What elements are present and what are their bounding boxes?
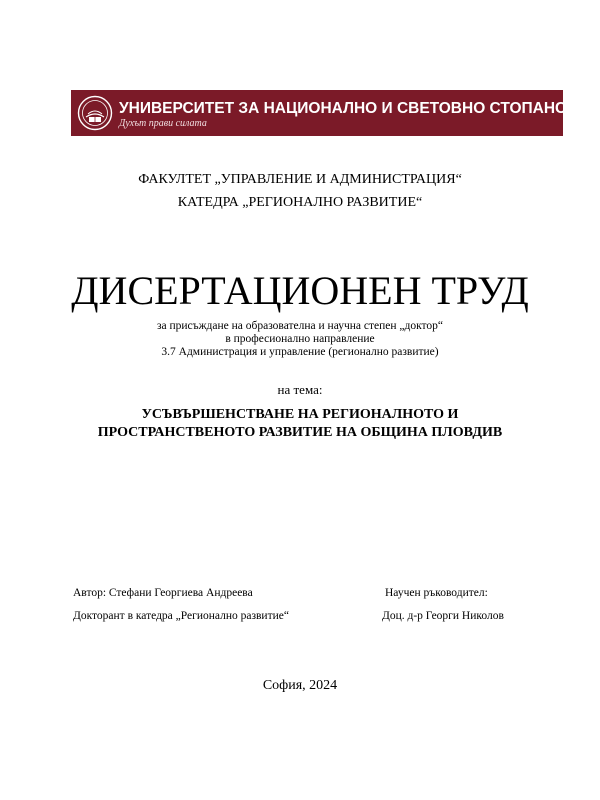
degree-line: 3.7 Администрация и управление (регионално развитие): [161, 346, 439, 358]
faculty-line: ФАКУЛТЕТ „УПРАВЛЕНИЕ И АДМИНИСТРАЦИЯ“: [138, 172, 462, 187]
unwe-seal-icon: [77, 95, 113, 131]
topic-line: УСЪВЪРШЕНСТВАНЕ НА РЕГИОНАЛНОТО И: [141, 407, 459, 422]
department-line: КАТЕДРА „РЕГИОНАЛНО РАЗВИТИЕ“: [177, 195, 423, 210]
degree-line: в професионално направление: [225, 333, 375, 345]
degree-line: за присъждане на образователна и научна степен „доктор“: [156, 320, 444, 332]
supervisor-name: Доц. д-р Георги Николов: [382, 610, 504, 622]
university-banner: [71, 90, 599, 136]
supervisor-label: Научен ръководител:: [385, 587, 488, 599]
document-title: ДИСЕРТАЦИОНЕН ТРУД: [71, 268, 529, 313]
place-year: София, 2024: [262, 678, 338, 693]
topic-line: ПРОСТРАНСТВЕНОТО РАЗВИТИЕ НА ОБЩИНА ПЛОВДИВ: [97, 425, 503, 440]
university-name: УНИВЕРСИТЕТ ЗА НАЦИОНАЛНО И СВЕТОВНО СТОПАНСТВО: [119, 100, 599, 117]
author-affiliation: Докторант в катедра „Регионално развитие“: [73, 610, 289, 622]
theme-label: на тема:: [277, 382, 323, 397]
university-motto: Духът прави силата: [119, 118, 207, 129]
author-name: Автор: Стефани Георгиева Андреева: [73, 587, 253, 599]
